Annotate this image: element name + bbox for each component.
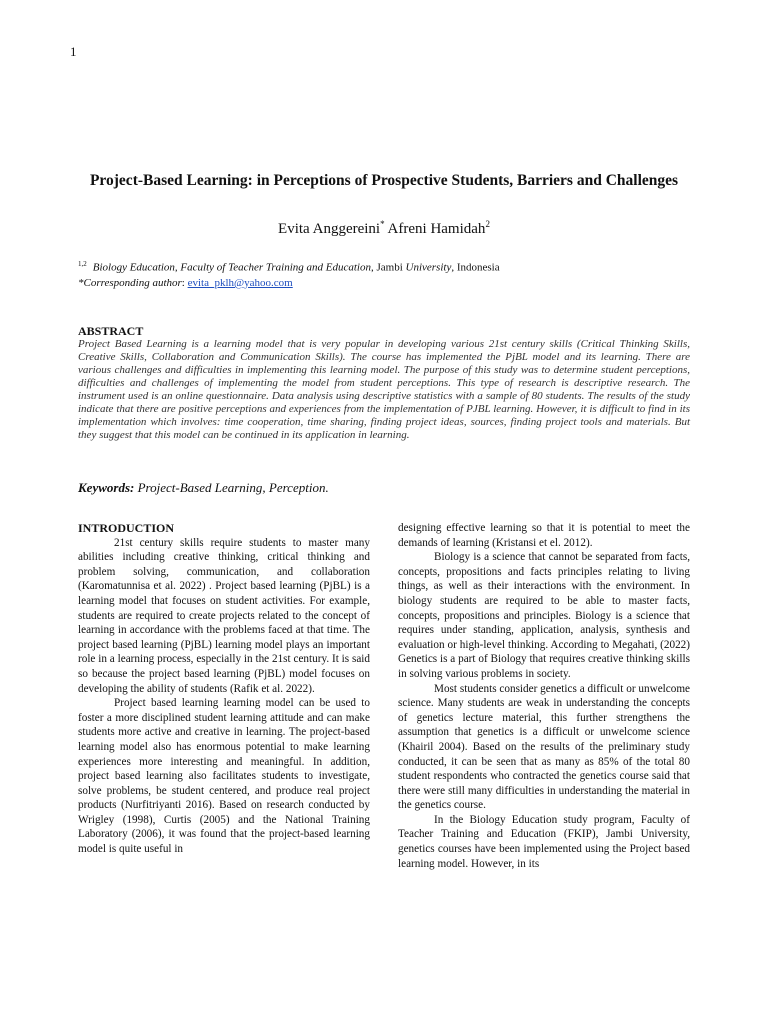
body-paragraph: designing effective learning so that it is potential to meet the demands of learning (Kristansi et el. 2012). <box>398 522 690 549</box>
abstract-text: Project Based Learning is a learning model that is very popular in developing various 21st century skills (Critical Thinking Skills, Creative Skills, Collaboration and Communication Skills). The course has implemented the PjBL model and its learning. There are various challenges and difficulties in implementing this learning model. The purpose of this study was to determine student perceptions, difficulties and challenges of implementing the model from student perceptions. This type of research is descriptive research. The instrument used is an online questionnaire. Data analysis using descriptive statistics with a sample of 80 students. The results of the study indicate that there are positive perceptions and experiences from the implementation of PJBL learning. However, it is difficult to find in its implementation which involves: time cooperation, time sharing, finding project ideas, sources, finding project tools and materials. But they suggest that this model can be continued in its application in learning. <box>78 338 690 441</box>
author-name: Evita Anggereini <box>278 221 381 237</box>
affiliation-department: Biology Education, Faculty of Teacher Training and Education <box>92 261 371 274</box>
affiliation-superscript: 1,2 <box>78 260 87 268</box>
author-line <box>78 219 690 238</box>
author-name: Afreni Hamidah <box>387 221 486 237</box>
abstract-section <box>78 324 690 442</box>
author-superscript: 2 <box>485 219 490 229</box>
corresponding-author-line <box>78 276 690 291</box>
keywords-line <box>78 480 329 496</box>
affiliation-block <box>78 257 690 291</box>
abstract-heading: ABSTRACT <box>78 324 144 338</box>
body-column-left <box>78 521 370 857</box>
body-paragraph: Most students consider genetics a difficult or unwelcome science. Many students are weak in understanding the concepts of genetics lecture material, this further strengthens the assumption that genetics is a difficult or unwelcome science (Khairil 2004). Based on the results of the preliminary study conducted, it can be seen that as many as 85% of the total 80 student respondents who contracted the genetics course said that there were still many difficulties in understanding the material in the genetics course. <box>398 682 690 812</box>
introduction-heading: INTRODUCTION <box>78 521 175 535</box>
corresponding-colon: : <box>181 276 188 289</box>
affiliation-line <box>78 257 690 276</box>
corresponding-email-link[interactable]: evita_pklh@yahoo.com <box>187 276 293 289</box>
page-number: 1 <box>70 44 77 59</box>
affiliation-country: , Indonesia <box>451 261 500 274</box>
body-paragraph: Biology is a science that cannot be separated from facts, concepts, propositions and facts principles relating to living things, as well as their interactions with the environment. In biology students are required to be able to master facts, concepts, propositions and principles. Biology is a science that requires under standing, application, analysis, synthesis and evaluation or high-level thinking. According to Megahati, (2022) Genetics is a part of Biology that requires creative thinking skills in solving various problems in society. <box>398 551 690 680</box>
affiliation-sep: , Jambi <box>370 261 406 274</box>
body-paragraph: Project based learning learning model can be used to foster a more disciplined student learning attitude and can make students more active and creative in learning. The project-based learning model also has enormous potential to make learning experiences more interesting and meaningful. In addition, project based learning also facilitates students to investigate, solve problems, be student centered, and produce real project products (Nurfitriyanti 2016). Based on research conducted by Wrigley (1998), Curtis (2005) and the National Training Laboratory (2006), it was found that the project-based learning model is quite useful in <box>78 697 370 856</box>
body-column-right <box>398 521 690 871</box>
affiliation-university: University <box>405 261 452 274</box>
keywords-label: Keywords: <box>78 480 135 495</box>
keywords-value: Project-Based Learning, Perception. <box>134 480 329 495</box>
author-superscript: * <box>380 219 385 229</box>
corresponding-label: *Corresponding author <box>78 276 182 289</box>
paper-title: Project-Based Learning: in Perceptions of Prospective Students, Barriers and Challenges <box>89 172 679 189</box>
body-paragraph: 21st century skills require students to master many abilities including creative thinking, critical thinking and problem solving, communication, and collaboration (Karomatunnisa et al. 2022) . Project based learning (PjBL) is a learning model that focuses on student activities. For example, students are required to create projects related to the concept of learning in accordance with the problems faced at that time. The project based learning (PjBL) learning model plays an important role in a learning process, especially in the 21st century. It is said so because the project based learning (PjBL) model focuses on developing the ability of students (Rafik et al. 2022). <box>78 536 370 695</box>
body-paragraph: In the Biology Education study program, Faculty of Teacher Training and Education (FKIP), Jambi University, genetics courses have been implemented using the Project based learning model. However, in its <box>398 813 690 870</box>
